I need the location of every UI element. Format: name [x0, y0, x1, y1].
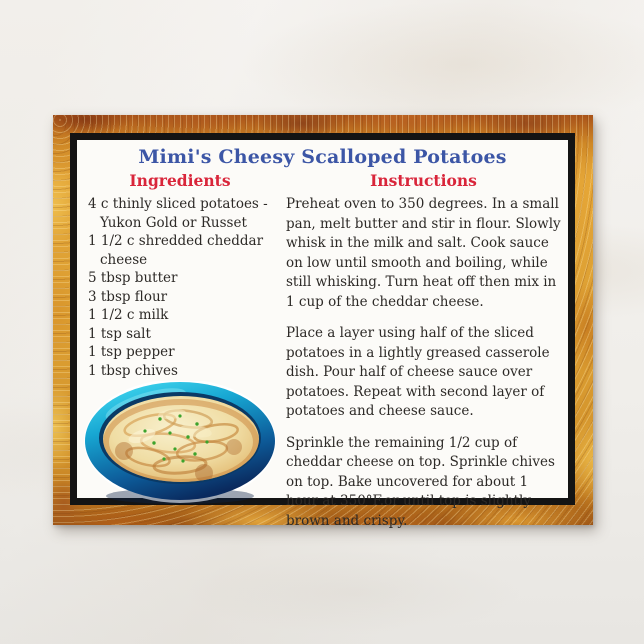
ingredient-item: 3 tbsp flour	[88, 288, 168, 305]
recipe-title: Mimi's Cheesy Scalloped Potatoes	[138, 146, 507, 168]
recipe-postcard	[53, 115, 593, 529]
ingredients-list	[84, 195, 276, 380]
instruction-paragraph: Sprinkle the remaining 1/2 cup of cheddar cheese on top. Sprinkle chives on top. Bake uncovered for about 1 hour at 350°F.or until top is slightly brown and crispy.	[286, 434, 555, 529]
ingredient-item: 5 tbsp butter	[88, 270, 178, 286]
instruction-paragraph: Preheat oven to 350 degrees. In a small pan, melt butter and stir in flour. Slowly whisk in the milk and salt. Cook sauce on low until smooth and boiling, while still whisking. Turn heat off then mix in 1 cup of the cheddar cheese.	[286, 196, 561, 310]
casserole-dish-illustration	[84, 381, 276, 505]
ingredient-item: 1 tsp salt	[88, 325, 151, 342]
ingredient-item: 1 1/2 c milk	[88, 307, 169, 323]
ingredient-item: 1 1/2 c shredded cheddar cheese	[88, 233, 264, 268]
instructions-heading: Instructions	[370, 171, 477, 190]
ingredients-heading: Ingredients	[129, 171, 231, 190]
instruction-paragraph: Place a layer using half of the sliced potatoes in a lightly greased casserole dish. Pour half of cheese sauce over potatoes. Repeat with second layer of potatoes and cheese sauce.	[286, 325, 550, 419]
casserole-dish-photo	[84, 381, 276, 505]
instructions-text	[286, 195, 561, 531]
ingredient-item: 1 tsp pepper	[88, 344, 175, 360]
ingredient-item: 1 tbsp chives	[88, 362, 178, 379]
ingredients-column	[84, 170, 276, 380]
instructions-column	[276, 170, 561, 543]
ingredient-item: 4 c thinly sliced potatoes - Yukon Gold or Russet	[88, 196, 268, 231]
